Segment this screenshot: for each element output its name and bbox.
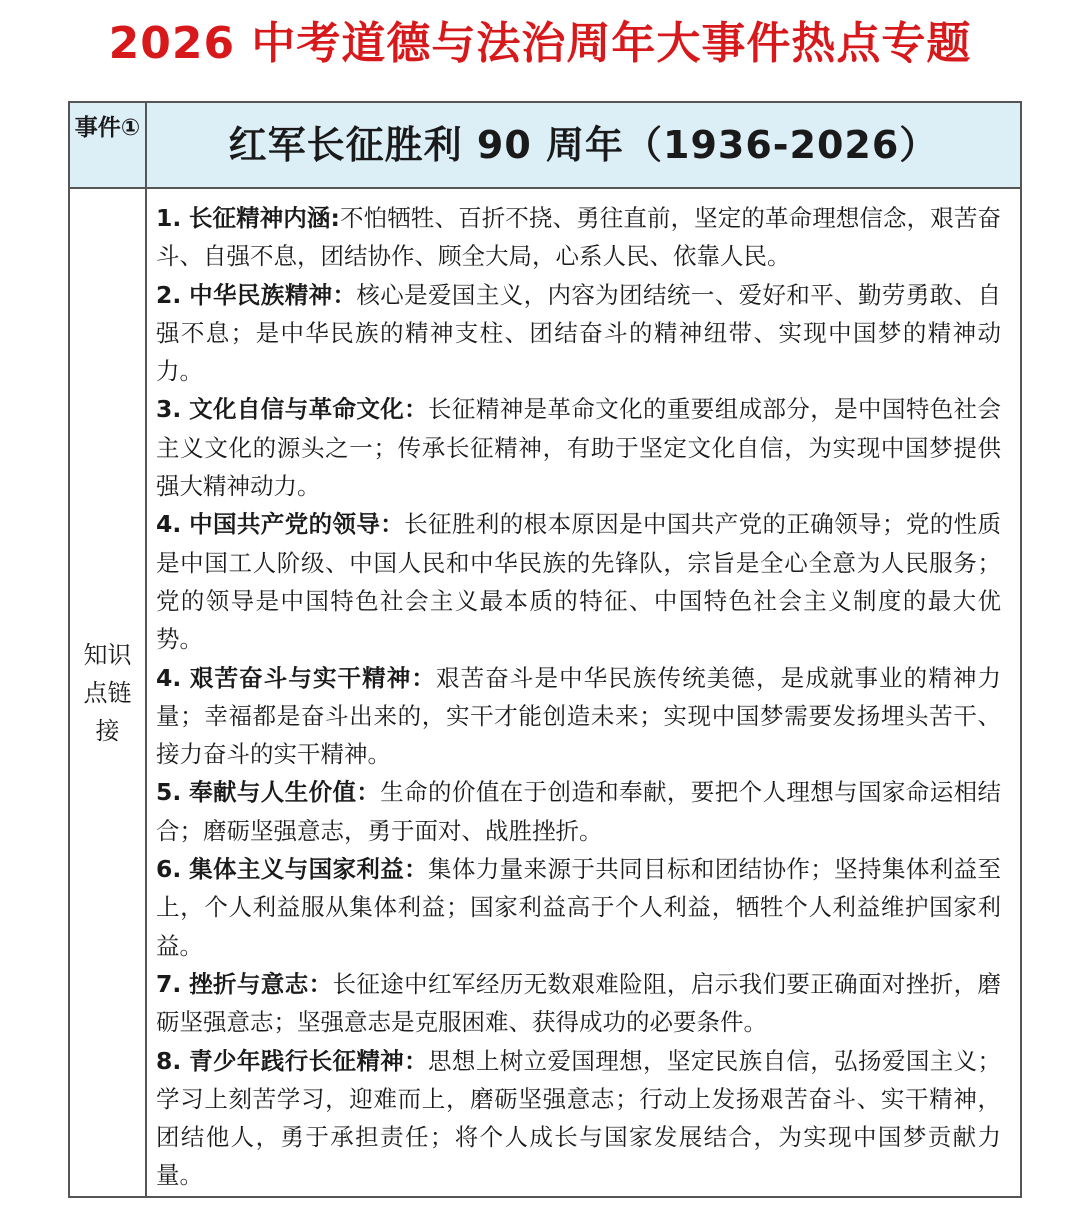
knowledge-point: [156, 659, 1001, 774]
point-number: 8.: [156, 1046, 182, 1075]
section-label: 知识点链接: [83, 640, 132, 745]
point-text: 长征途中红军经历无数艰难险阻，启示我们要正确面对挫折，磨砺坚强意志；坚强意志是克服困难、获得成功的必要条件。: [156, 969, 1001, 1037]
knowledge-point: [156, 276, 1001, 391]
point-text: 长征胜利的根本原因是中国共产党的正确领导；党的性质是中国工人阶级、中国人民和中华民族的先锋队，宗旨是全心全意为人民服务；党的领导是中国特色社会主义最本质的特征、中国特色社会主义制度的最大优势。: [156, 510, 1001, 654]
point-heading: 中华民族精神：: [189, 280, 357, 309]
point-text: 艰苦奋斗是中华民族传统美德，是成就事业的精神力量；幸福都是奋斗出来的，实干才能创造未来；实现中国梦需要发扬埋头苦干、接力奋斗的实干精神。: [156, 663, 1002, 769]
event-table: [68, 101, 1022, 1198]
point-number: 6.: [156, 855, 182, 884]
page-title: 2026 中考道德与法治周年大事件热点专题: [108, 18, 972, 69]
point-number: 3.: [156, 395, 182, 424]
point-heading: 挫折与意志：: [189, 969, 333, 998]
knowledge-point: [156, 965, 1001, 1042]
point-heading: 艰苦奋斗与实干精神：: [189, 663, 437, 692]
point-number: 5.: [156, 778, 182, 807]
event-number-label: 事件①: [74, 115, 141, 141]
point-text: 集体力量来源于共同目标和团结协作；坚持集体利益至上，个人利益服从集体利益；国家利益高于个人利益，牺牲个人利益维护国家利益。: [156, 855, 1001, 960]
section-label-cell: [70, 189, 145, 1196]
knowledge-point: [156, 505, 1001, 658]
point-text: 生命的价值在于创造和奉献，要把个人理想与国家命运相结合；磨砺坚强意志，勇于面对、战胜挫折。: [156, 778, 1001, 845]
event-title: 红军长征胜利 90 周年（1936-2026）: [228, 123, 939, 167]
point-heading: 集体主义与国家利益：: [189, 855, 429, 884]
knowledge-point: [156, 199, 1001, 276]
knowledge-points: [156, 199, 1001, 1195]
knowledge-point: [156, 1042, 1001, 1195]
point-heading: 青少年践行长征精神：: [189, 1046, 429, 1075]
point-text: 不怕牺牲、百折不挠、勇往直前，坚定的革命理想信念，艰苦奋斗、自强不息，团结协作、顾全大局，心系人民、依靠人民。: [156, 204, 1001, 271]
knowledge-point: [156, 773, 1001, 850]
point-text: 核心是爱国主义，内容为团结统一、爱好和平、勤劳勇敢、自强不息；是中华民族的精神支柱、团结奋斗的精神纽带、实现中国梦的精神动力。: [156, 280, 1001, 386]
column-divider: [145, 103, 147, 1196]
point-heading: 中国共产党的领导：: [189, 510, 405, 539]
knowledge-point: [156, 850, 1001, 965]
point-number: 1.: [156, 204, 182, 232]
table-header-row: [70, 103, 1020, 189]
point-heading: 长征精神内涵:: [188, 204, 340, 232]
point-heading: 文化自信与革命文化：: [189, 395, 429, 424]
point-text: 长征精神是革命文化的重要组成部分，是中国特色社会主义文化的源头之一；传承长征精神，有助于坚定文化自信，为实现中国梦提供强大精神动力。: [156, 395, 1001, 501]
point-number: 4.: [156, 510, 182, 539]
knowledge-point: [156, 390, 1001, 505]
point-heading: 奉献与人生价值：: [189, 778, 381, 807]
point-text: 思想上树立爱国理想，坚定民族自信，弘扬爱国主义；学习上刻苦学习，迎难而上，磨砺坚强意志；行动上发扬艰苦奋斗、实干精神，团结他人，勇于承担责任；将个人成长与国家发展结合，为实现中国梦贡献力量。: [156, 1046, 1001, 1190]
point-number: 7.: [156, 969, 182, 998]
point-number: 4.: [156, 663, 182, 692]
point-number: 2.: [156, 280, 182, 309]
